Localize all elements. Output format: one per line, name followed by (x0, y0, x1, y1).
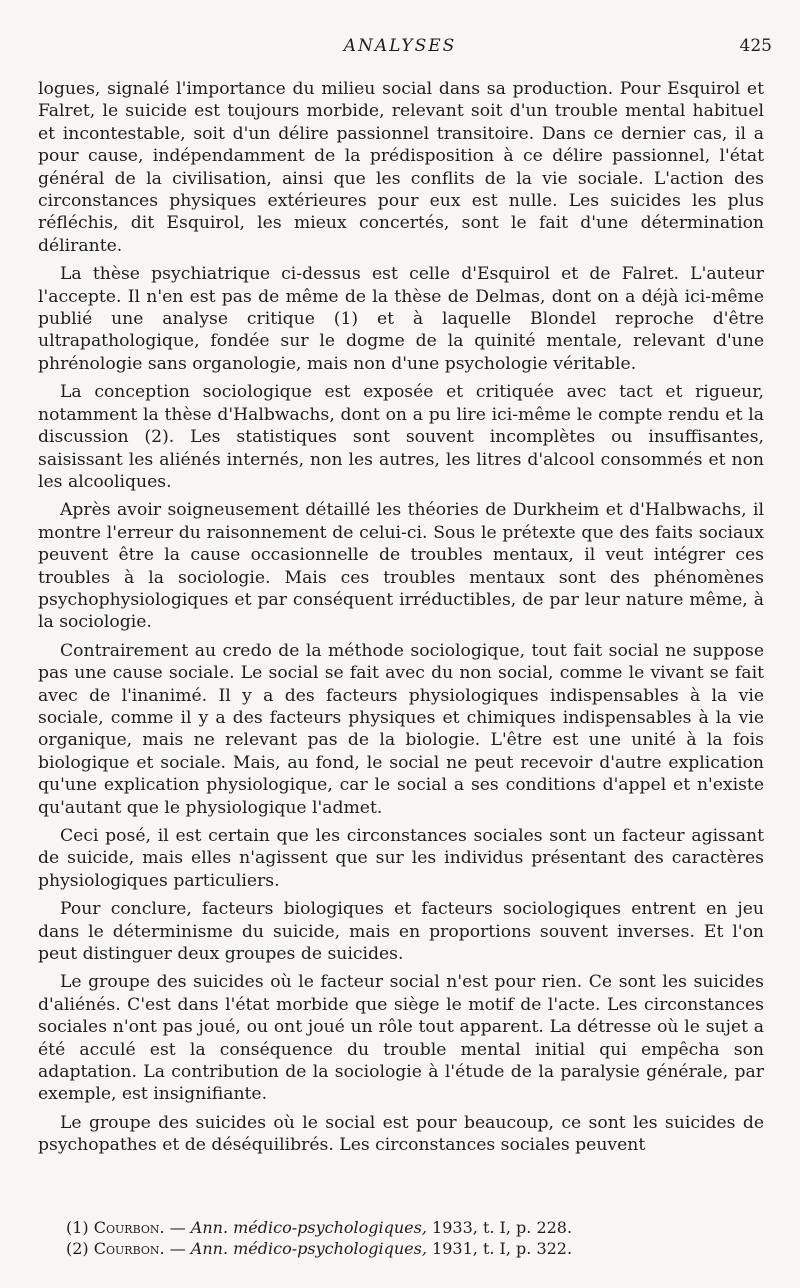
paragraph: La conception sociologique est exposée et critiquée avec tact et rigueur, notamment la thèse d'Halbwachs, dont on a pu lire ici-même le compte rendu et la discussion (2). Les statistiques sont souvent incomplètes ou insuffisantes, saisissant les aliénés internés, non les autres, les litres d'alcool consommés et non les alcooliques. (38, 382, 764, 492)
paragraph: Contrairement au credo de la méthode sociologique, tout fait social ne suppose pas une cause sociale. Le social se fait avec du non social, comme le vivant se fait avec de l'inanimé. Il y a des facteurs physiologiques indispensables à la vie sociale, comme il y a des facteurs physiques et chimiques indispensables à la vie organique, mais ne relevant pas de la biologie. L'être est une unité à la fois biologique et sociale. Mais, au fond, le social ne peut recevoir d'autre explication qu'une explication physiologique, car le social a ses conditions d'appel et n'existe qu'autant que le physiologique l'admet. (38, 640, 764, 818)
paragraph: La thèse psychiatrique ci-dessus est celle d'Esquirol et de Falret. L'auteur l'accepte. Il n'en est pas de même de la thèse de Delmas, dont on a déjà ici-même publié une analyse critique (1) et à laquelle Blondel reproche d'être ultrapathologique, fondée sur le dogme de la quinité mentale, relevant d'une phrénologie sans organologie, mais non d'une psychologie véritable. (38, 264, 764, 374)
paragraph: Le groupe des suicides où le social est pour beaucoup, ce sont les suicides de psychopathes et de déséquilibrés. Les circonstances sociales peuvent (38, 1112, 764, 1156)
paragraph: Pour conclure, facteurs biologiques et facteurs sociologiques entrent en jeu dans le déterminisme du suicide, mais en proportions souvent inverses. Et l'on peut distinguer deux groupes de suicides. (38, 899, 764, 965)
footnote-mark: (2) (66, 1239, 89, 1258)
body-text (38, 78, 764, 1163)
footnote-journal: Ann. médico-psychologiques, (190, 1218, 427, 1237)
paragraph: logues, signalé l'importance du milieu social dans sa production. Pour Esquirol et Falret, le suicide est toujours morbide, relevant soit d'un trouble mental habituel et incontestable, soit d'un délire passionnel transitoire. Dans ce dernier cas, il a pour cause, indépendamment de la prédisposition à ce délire passionnel, l'état général de la civilisation, ainsi que les conflits de la vie sociale. L'action des circonstances physiques extérieures pour eux est nulle. Les suicides les plus réfléchis, dit Esquirol, les mieux concertés, sont le fait d'une détermination délirante. (38, 79, 764, 256)
footnote-author: Courbon. (93, 1239, 165, 1258)
paragraph: Ceci posé, il est certain que les circonstances sociales sont un facteur agissant de suicide, mais elles n'agissent que sur les individus présentant des caractères physiologiques particuliers. (38, 826, 764, 891)
paragraph: Le groupe des suicides où le facteur social n'est pour rien. Ce sont les suicides d'aliénés. C'est dans l'état morbide que siège le motif de l'acte. Les circonstances sociales n'ont pas joué, ou ont joué un rôle tout apparent. La détresse où le sujet a été acculé est la conséquence du trouble mental initial qui empêcha son adaptation. La contribution de la sociologie à l'étude de la paralysie générale, par exemple, est insignifiante. (38, 972, 764, 1105)
footnote-author: Courbon. (93, 1218, 165, 1237)
footnote-journal: Ann. médico-psychologiques, (190, 1239, 427, 1258)
paragraph: Après avoir soigneusement détaillé les théories de Durkheim et d'Halbwachs, il montre l'erreur du raisonnement de celui-ci. Sous le prétexte que des faits sociaux peuvent être la cause occasionnelle de troubles mentaux, il veut intégrer ces troubles à la sociologie. Mais ces troubles mentaux sont des phénomènes psychophysiologiques et par conséquent irréductibles, de par leur nature même, à la sociologie. (38, 500, 764, 633)
footnote-ref: 1931, t. I, p. 322. (432, 1239, 573, 1258)
footnote (66, 1217, 766, 1238)
running-title: ANALYSES (343, 36, 457, 56)
footnote-ref: 1933, t. I, p. 228. (432, 1218, 573, 1237)
page-number: 425 (739, 36, 772, 56)
footnote (66, 1238, 766, 1259)
footnote-dash: — (169, 1218, 186, 1237)
footnote-mark: (1) (66, 1218, 89, 1237)
footnote-dash: — (169, 1239, 186, 1258)
footnotes (66, 1217, 766, 1259)
